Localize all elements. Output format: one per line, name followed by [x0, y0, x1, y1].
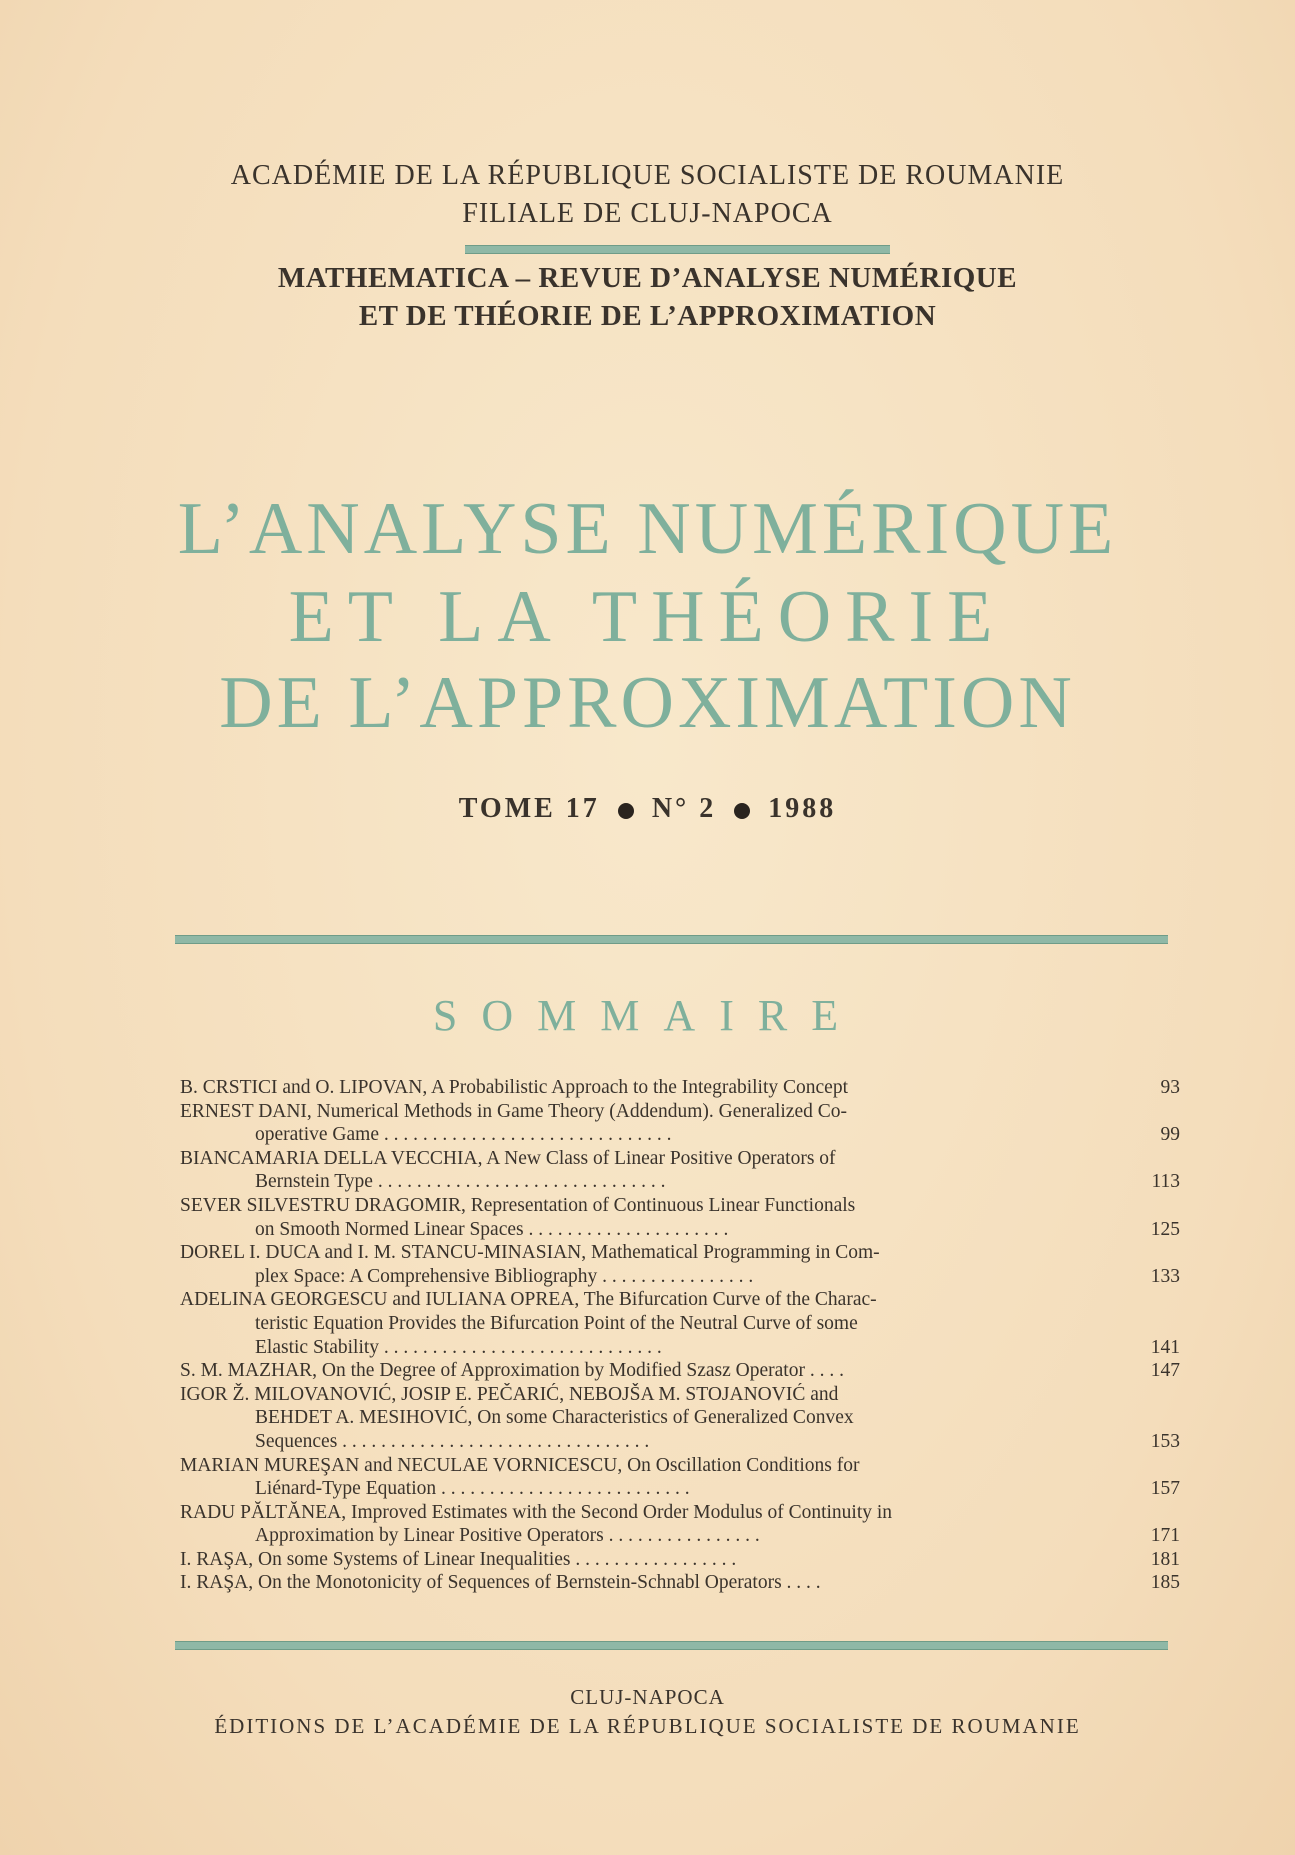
toc-entry-text: ERNEST DANI, Numerical Methods in Game Theory (Addendum). Generalized Co-	[180, 1100, 847, 1122]
toc-entry-continuation: teristic Equation Provides the Bifurcation Point of the Neutral Curve of some	[255, 1312, 858, 1334]
bullet-icon	[734, 803, 750, 819]
toc-entry-continuation: Sequences . . . . . . . . . . . . . . . . . . . . . . . . . . . . . . . .	[255, 1430, 650, 1452]
toc-entry	[180, 1383, 1180, 1454]
toc-entry-text: DOREL I. DUCA and I. M. STANCU-MINASIAN, Mathematical Programming in Com-	[180, 1242, 880, 1264]
toc-entry-page: 141	[1150, 1336, 1180, 1358]
top-divider	[465, 245, 890, 254]
toc-entry-continuation: plex Space: A Comprehensive Bibliography . . . . . . . . . . . . . . . .	[255, 1265, 754, 1287]
toc-entry-text: RADU PĂLTĂNEA, Improved Estimates with the Second Order Modulus of Continuity in	[180, 1501, 893, 1523]
toc-entry-continuation: BEHDET A. MESIHOVIĆ, On some Characteristics of Generalized Convex	[255, 1407, 854, 1429]
toc-entry-text: ADELINA GEORGESCU and IULIANA OPREA, The Bifurcation Curve of the Charac-	[180, 1289, 877, 1311]
toc-entry-text: I. RAŞA, On some Systems of Linear Inequalities . . . . . . . . . . . . . . . . .	[180, 1548, 737, 1570]
toc-entry-text: IGOR Ž. MILOVANOVIĆ, JOSIP E. PEČARIĆ, NEBOJŠA M. STOJANOVIĆ and	[180, 1383, 839, 1405]
toc-entry-page: 153	[1150, 1430, 1180, 1452]
toc-entry	[180, 1194, 1180, 1241]
issue-tome: TOME 17	[458, 793, 600, 824]
toc-entry-page: 99	[1160, 1124, 1180, 1146]
toc-entry	[180, 1571, 1180, 1595]
toc-entry-page: 157	[1150, 1478, 1180, 1500]
sommaire-heading: SOMMAIRE	[432, 991, 863, 1040]
toc-entry	[180, 1548, 1180, 1572]
bottom-divider	[175, 1641, 1168, 1650]
toc-entry-page: 185	[1150, 1572, 1180, 1594]
publisher-name: ÉDITIONS DE L’ACADÉMIE DE LA RÉPUBLIQUE SOCIALISTE DE ROUMANIE	[214, 1714, 1081, 1738]
toc-entry-text: B. CRSTICI and O. LIPOVAN, A Probabilistic Approach to the Integrability Concept	[180, 1077, 848, 1098]
toc-entry-page: 181	[1150, 1548, 1180, 1570]
toc-entry-continuation: operative Game . . . . . . . . . . . . . . . . . . . . . . . . . . . . . .	[255, 1124, 672, 1146]
cover-title-line3: DE L’APPROXIMATION	[219, 662, 1076, 744]
toc-entry	[180, 1076, 1180, 1100]
academy-name: ACADÉMIE DE LA RÉPUBLIQUE SOCIALISTE DE ROUMANIE	[230, 160, 1065, 191]
toc-entry	[180, 1359, 1180, 1383]
cover-title-line1: L’ANALYSE NUMÉRIQUE	[177, 488, 1118, 570]
academy-branch: FILIALE DE CLUJ-NAPOCA	[462, 198, 833, 229]
issue-number: N° 2	[651, 793, 717, 824]
toc-entry-text: MARIAN MUREŞAN and NECULAE VORNICESCU, On Oscillation Conditions for	[180, 1454, 860, 1476]
toc-entry-text: SEVER SILVESTRU DRAGOMIR, Representation of Continuous Linear Functionals	[180, 1194, 856, 1216]
toc-entry-text: BIANCAMARIA DELLA VECCHIA, A New Class of Linear Positive Operators of	[180, 1147, 836, 1169]
table-of-contents	[180, 1076, 1180, 1595]
toc-entry-page: 171	[1150, 1525, 1180, 1547]
journal-name-line1: MATHEMATICA – REVUE D’ANALYSE NUMÉRIQUE	[277, 262, 1018, 294]
toc-entry	[180, 1100, 1180, 1147]
toc-entry	[180, 1147, 1180, 1194]
cover-title-line2: ET LA THÉORIE	[288, 576, 1007, 658]
toc-entry-text: I. RAŞA, On the Monotonicity of Sequences of Bernstein-Schnabl Operators . . . .	[180, 1572, 821, 1594]
toc-entry-page: 113	[1151, 1171, 1180, 1193]
toc-entry-continuation: on Smooth Normed Linear Spaces . . . . . . . . . . . . . . . . . . . . .	[255, 1218, 729, 1240]
toc-entry	[180, 1288, 1180, 1359]
middle-divider	[175, 935, 1168, 944]
toc-entry-continuation: Liénard-Type Equation . . . . . . . . . . . . . . . . . . . . . . . . . .	[255, 1478, 690, 1500]
publisher-city: CLUJ-NAPOCA	[570, 1685, 725, 1709]
toc-entry-text: S. M. MAZHAR, On the Degree of Approximation by Modified Szasz Operator . . . .	[180, 1360, 844, 1382]
toc-entry	[180, 1501, 1180, 1548]
toc-entry-continuation: Approximation by Linear Positive Operators . . . . . . . . . . . . . . . .	[255, 1525, 760, 1547]
toc-entry	[180, 1241, 1180, 1288]
toc-entry-page: 147	[1150, 1360, 1180, 1382]
journal-name-line2: ET DE THÉORIE DE L’APPROXIMATION	[358, 300, 937, 332]
toc-entry-page: 125	[1150, 1218, 1180, 1240]
toc-entry-continuation: Bernstein Type . . . . . . . . . . . . . . . . . . . . . . . . . . . . . .	[255, 1171, 666, 1193]
issue-year: 1988	[768, 793, 837, 824]
issue-info	[0, 793, 1295, 825]
toc-entry-page: 93	[1160, 1077, 1180, 1098]
toc-entry-page: 133	[1150, 1265, 1180, 1287]
bullet-icon	[618, 803, 634, 819]
toc-entry	[180, 1454, 1180, 1501]
toc-entry-continuation: Elastic Stability . . . . . . . . . . . . . . . . . . . . . . . . . . . . .	[255, 1336, 662, 1358]
